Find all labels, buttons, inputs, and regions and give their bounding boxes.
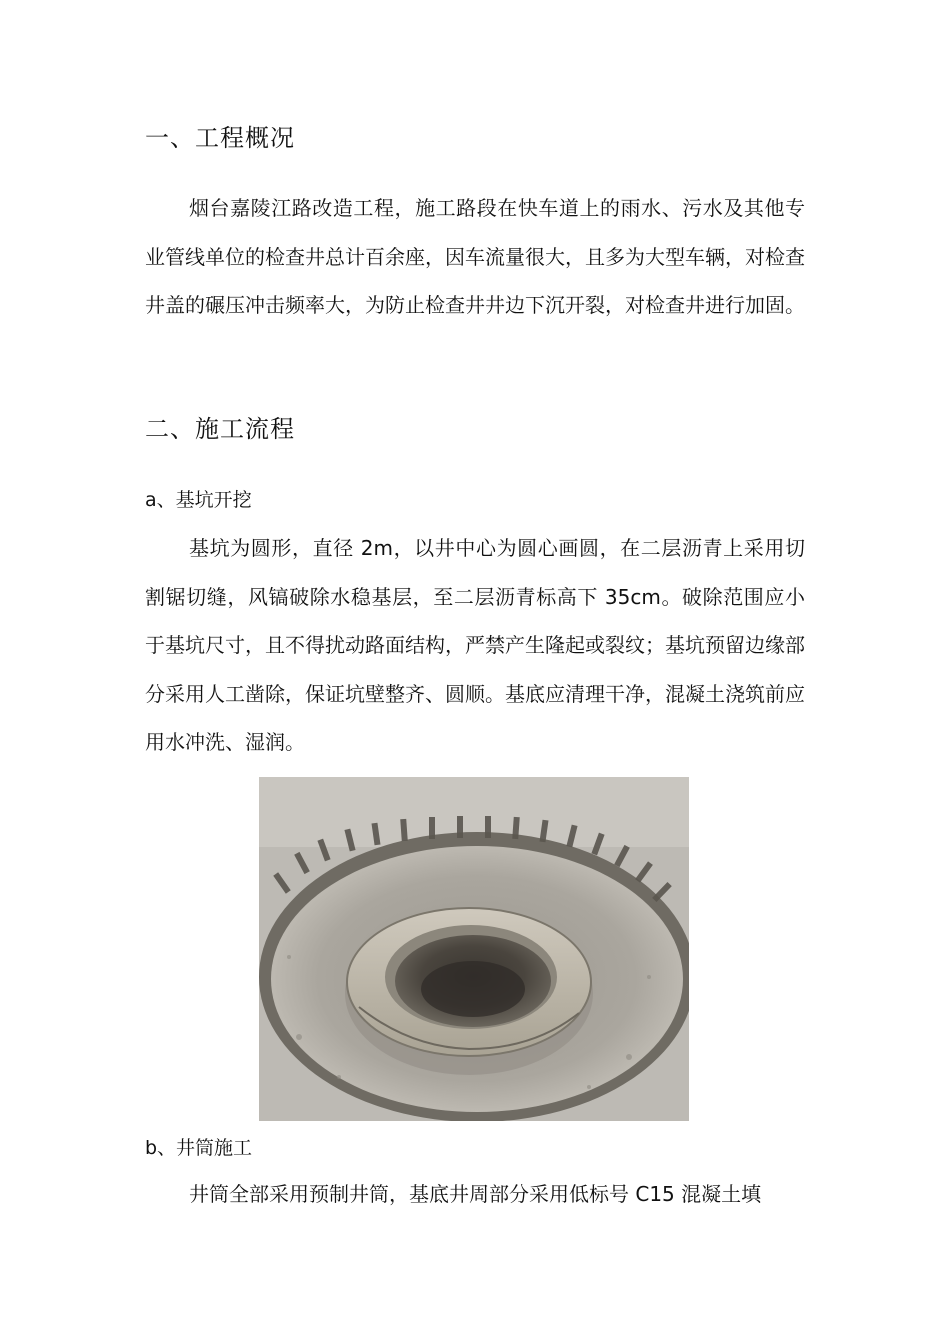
manhole-excavation-photo xyxy=(259,777,689,1121)
step-b-title: b、井筒施工 xyxy=(145,1137,253,1159)
section-heading-process: 二、施工流程 xyxy=(145,415,295,443)
overview-paragraph: 烟台嘉陵江路改造工程，施工路段在快车道上的雨水、污水及其他专业管线单位的检查井总计百余座，因车流量很大，且多为大型车辆，对检查井盖的碾压冲击频率大，为防止检查井井边下沉开裂，对检查井进行加固。 xyxy=(145,196,805,317)
step-b-paragraph: 井筒全部采用预制井筒，基底井周部分采用低标号 C15 混凝土填 xyxy=(189,1182,762,1206)
step-a-title: a、基坑开挖 xyxy=(145,489,252,511)
step-a-paragraph: 基坑为圆形，直径 2m，以井中心为圆心画圆，在二层沥青上采用切割锯切缝，风镐破除水稳基层，至二层沥青标高下 35cm。破除范围应小于基坑尺寸，且不得扰动路面结构，严禁产生隆起或裂纹；基坑预留边缘部分采用人工凿除，保证坑壁整齐、圆顺。基底应清理干净，混凝土浇筑前应用水冲洗、湿润。 xyxy=(145,536,805,754)
section-heading-overview: 一、工程概况 xyxy=(145,124,295,152)
